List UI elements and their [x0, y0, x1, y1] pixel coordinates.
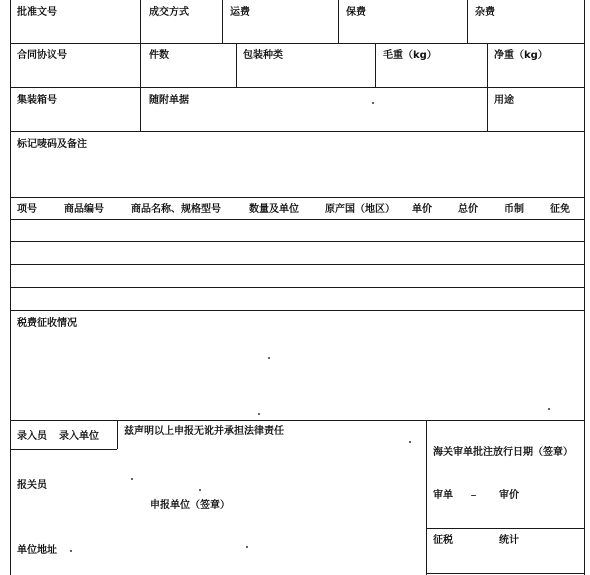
rule-customs-mid [426, 528, 585, 529]
label-entry-unit: 录入单位 [59, 431, 99, 442]
goods-header-commodity-code: 商品编号 [64, 204, 104, 215]
rule-goods-row3 [10, 287, 585, 288]
goods-header-quantity-unit: 数量及单位 [249, 204, 299, 215]
scan-speck [199, 489, 201, 491]
goods-header-origin: 原产国（地区） [325, 204, 395, 215]
rule-goods-bottom [10, 310, 585, 311]
rule-left-edge [10, 0, 11, 575]
label-freight: 运费 [230, 7, 250, 18]
rule-r1-b [222, 0, 223, 43]
rule-customs-left [426, 420, 427, 575]
rule-r1-d [467, 0, 468, 43]
goods-header-unit-price: 单价 [412, 204, 432, 215]
label-review: 审单 [433, 490, 453, 501]
label-tax-levy: 征税 [433, 535, 453, 546]
rule-right-edge [584, 0, 585, 575]
scan-speck [70, 550, 72, 552]
rule-row1-bottom [10, 43, 585, 44]
rule-entry-box-bottom [10, 449, 117, 450]
label-insurance: 保费 [346, 7, 366, 18]
goods-header-exemption: 征免 [550, 204, 570, 215]
rule-goods-row2 [10, 264, 585, 265]
label-declaring-unit: 申报单位（签章） [150, 500, 230, 511]
rule-r1-c [338, 0, 339, 43]
label-tax-section: 税费征收情况 [17, 318, 77, 329]
rule-r1-a [140, 0, 141, 131]
rule-r2-c [375, 43, 376, 87]
label-price-review: 审价 [499, 490, 519, 501]
scan-dash [471, 495, 476, 496]
scan-speck [548, 408, 550, 410]
scan-speck [246, 546, 248, 548]
rule-entry-box-right [117, 420, 118, 449]
label-pieces: 件数 [149, 50, 169, 61]
scan-speck [372, 102, 374, 104]
rule-tax-bottom [10, 420, 585, 421]
label-attached-docs: 随附单据 [149, 95, 189, 106]
goods-header-total-price: 总价 [458, 204, 478, 215]
goods-header-currency: 币制 [504, 204, 524, 215]
label-customs-broker: 报关员 [17, 480, 47, 491]
goods-header-name-spec: 商品名称、规格型号 [131, 204, 221, 215]
label-declaration: 兹声明以上申报无讹并承担法律责任 [124, 426, 284, 437]
label-packing-type: 包装种类 [243, 50, 283, 61]
rule-goods-header-bottom [10, 219, 585, 220]
rule-r2-b [236, 43, 237, 87]
rule-goods-row1 [10, 241, 585, 242]
scan-speck [258, 413, 260, 415]
label-statistics: 统计 [499, 535, 519, 546]
scan-speck [131, 478, 133, 480]
scan-speck [268, 357, 270, 359]
rule-form-bottom [426, 573, 585, 574]
label-gross-weight: 毛重（kg） [383, 50, 437, 61]
label-container-no: 集装箱号 [17, 95, 57, 106]
label-customs-approval: 海关审单批注放行日期（签章） [433, 447, 573, 458]
label-contract-no: 合同协议号 [17, 50, 67, 61]
goods-header-item-no: 项号 [17, 204, 37, 215]
rule-row2-bottom [10, 87, 585, 88]
label-net-weight: 净重（kg） [494, 50, 548, 61]
rule-row3-bottom [10, 131, 585, 132]
label-transaction-mode: 成交方式 [149, 7, 189, 18]
rule-marks-bottom [10, 197, 585, 198]
label-approval-no: 批准文号 [17, 7, 57, 18]
label-misc-fees: 杂费 [475, 7, 495, 18]
label-usage: 用途 [494, 95, 514, 106]
label-unit-address: 单位地址 [17, 545, 57, 556]
label-marks-remarks: 标记唛码及备注 [17, 139, 87, 150]
rule-r2-d [487, 43, 488, 131]
scan-speck [409, 441, 411, 443]
label-entry-clerk: 录入员 [17, 431, 47, 442]
